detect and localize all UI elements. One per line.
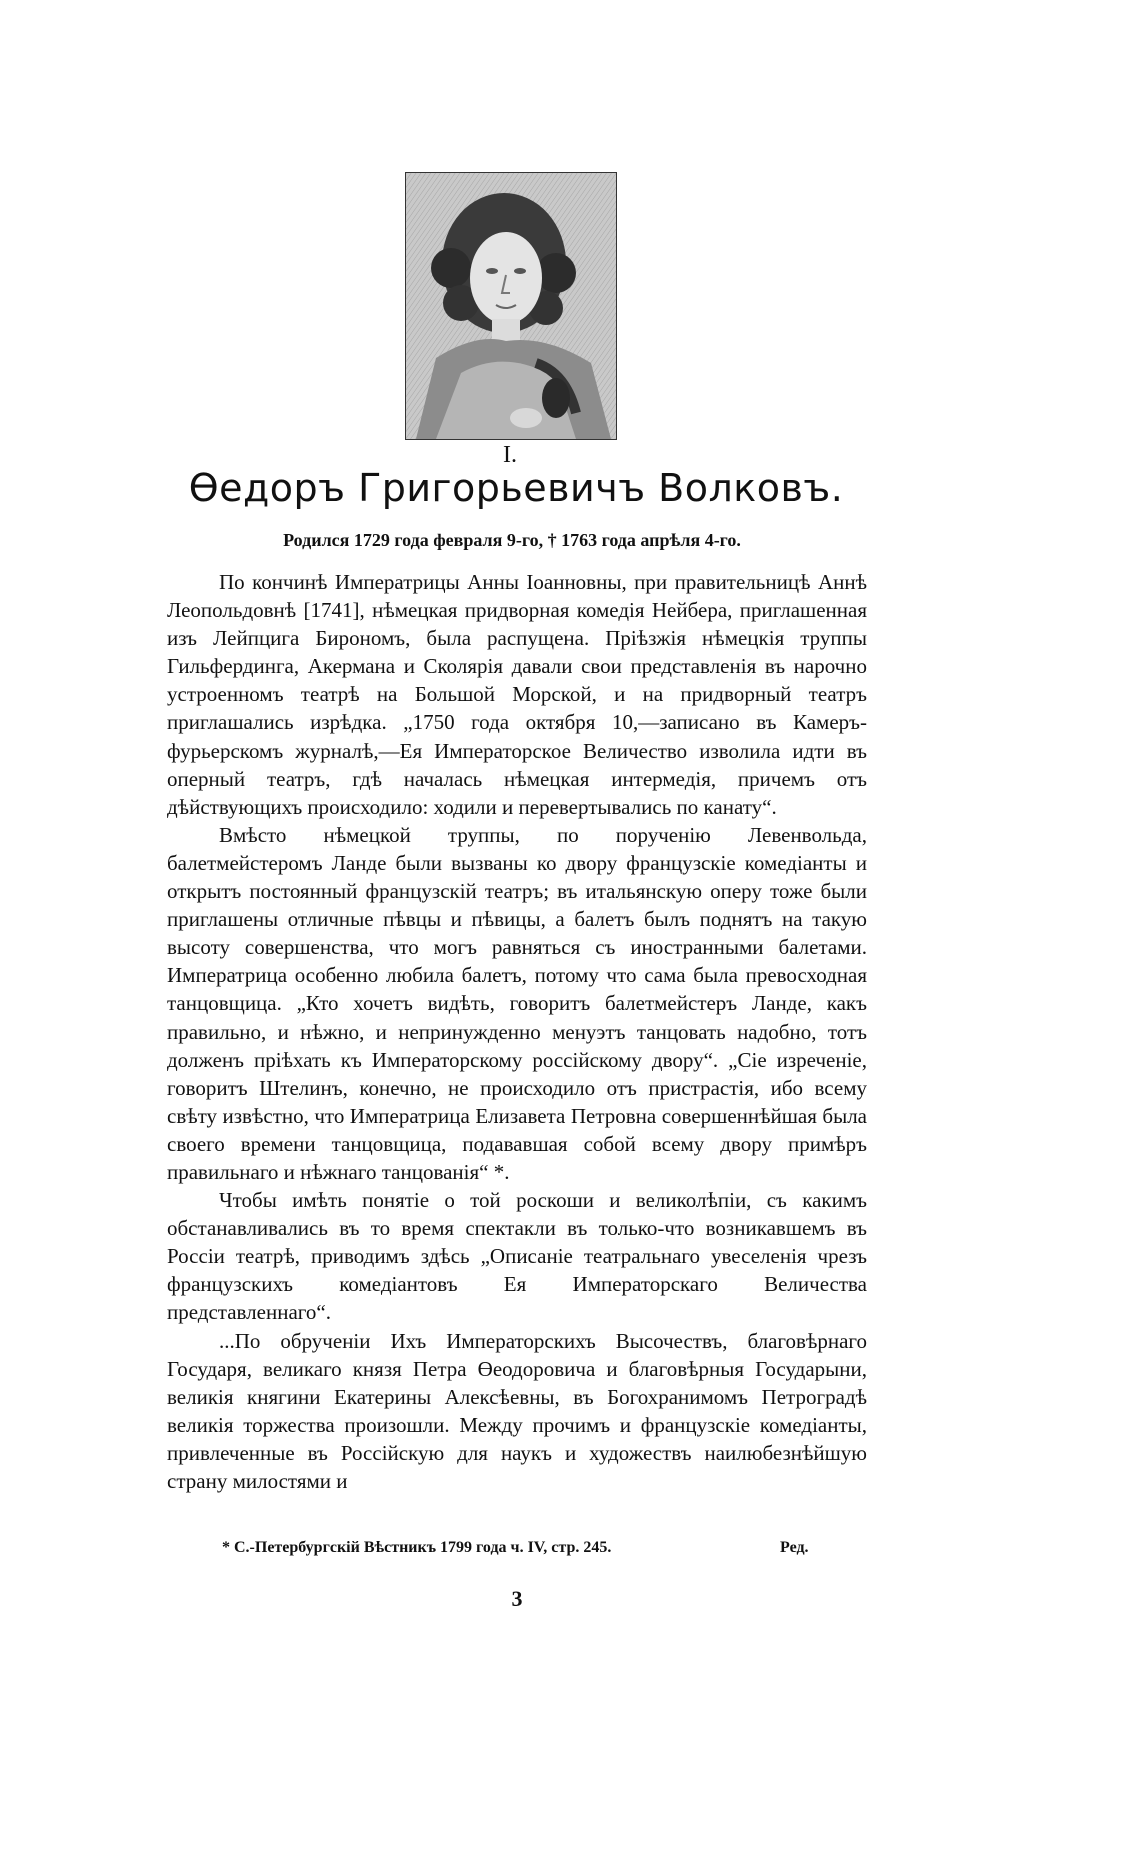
paragraph: ...По обрученіи Ихъ Императорскихъ Высочествъ, благовѣрнаго Государя, великаго князя Петра Өеодоровича и благовѣрныя Государыни, великія княгини Екатерины Алексѣевны, въ Богохранимомъ Петроградѣ великія торжества произошли. Между прочимъ и французскіе комедіанты, привлеченные въ Россійскую для наукъ и художествъ наилюбезнѣйшую страну милостями и (167, 1328, 867, 1493)
footnote-editor-mark: Ред. (780, 1539, 809, 1556)
footnote-text: * С.-Петербургскій Вѣстникъ 1799 года ч. IV, стр. 245. (222, 1539, 612, 1556)
paragraph: По кончинѣ Императрицы Анны Іоанновны, при правительницѣ Аннѣ Леопольдовнѣ [1741], нѣмецкая придворная комедія Нейбера, приглашенная изъ Лейпцига Бирономъ, была распущена. Пріѣзжія нѣмецкія труппы Гильфердинга, Акермана и Сколярія давали свои представленія въ нарочно устроенномъ театрѣ на Большой Морской, и на придворный театръ приглашались изрѣдка. „1750 года октября 10,—записано въ Камеръ-фурьерскомъ журналѣ,—Ея Императорское Величество изволила идти въ оперный театръ, гдѣ началась нѣмецкая интермедія, причемъ отъ дѣйствующихъ происходило: ходили и перевертывались по канату“. (167, 570, 867, 819)
chapter-number: I. (503, 442, 517, 468)
paragraph: Вмѣсто нѣмецкой труппы, по порученію Левенвольда, балетмейстеромъ Ланде были вызваны ко двору французскіе комедіанты и открытъ постоянный французскій театръ; въ итальянскую оперу тоже были приглашены отличные пѣвцы и пѣвицы, а балетъ былъ поднятъ на такую высоту совершенства, что могъ равняться съ иностранными балетами. Императрица особенно любила балетъ, потому что сама была превосходная танцовщица. „Кто хочетъ видѣть, говоритъ балетмейстеръ Ланде, какъ правильно, и нѣжно, и непринужденно менуэтъ танцовать надобно, тотъ долженъ пріѣхать къ Императорскому россійскому двору“. „Сіе изреченіе, говоритъ Штелинъ, конечно, не происходило отъ пристрастія, ибо всему свѣту извѣстно, что Императрица Елизавета Петровна совершеннѣйшая была своего времени танцовщица, подававшая собой всему двору примѣръ правильнаго и нѣжнаго танцованія“ *. (167, 822, 867, 1184)
subtitle: Родился 1729 года февраля 9-го, † 1763 года апрѣля 4-го. (283, 530, 741, 550)
paragraph: Чтобы имѣть понятіе о той роскоши и великолѣпіи, съ какимъ обстанавливались въ то время спектакли въ только-что возникавшемъ въ Россіи театрѣ, приводимъ здѣсь „Описаніе театральнаго увеселенія чрезъ французскихъ комедіантовъ Ея Императорскаго Величества представленнаго“. (167, 1188, 867, 1325)
page-number: 3 (511, 1586, 523, 1611)
body-text (167, 568, 867, 1495)
portrait-engraving-icon (405, 172, 617, 440)
page-title: Өедоръ Григорьевичъ Волковъ. (188, 466, 844, 510)
